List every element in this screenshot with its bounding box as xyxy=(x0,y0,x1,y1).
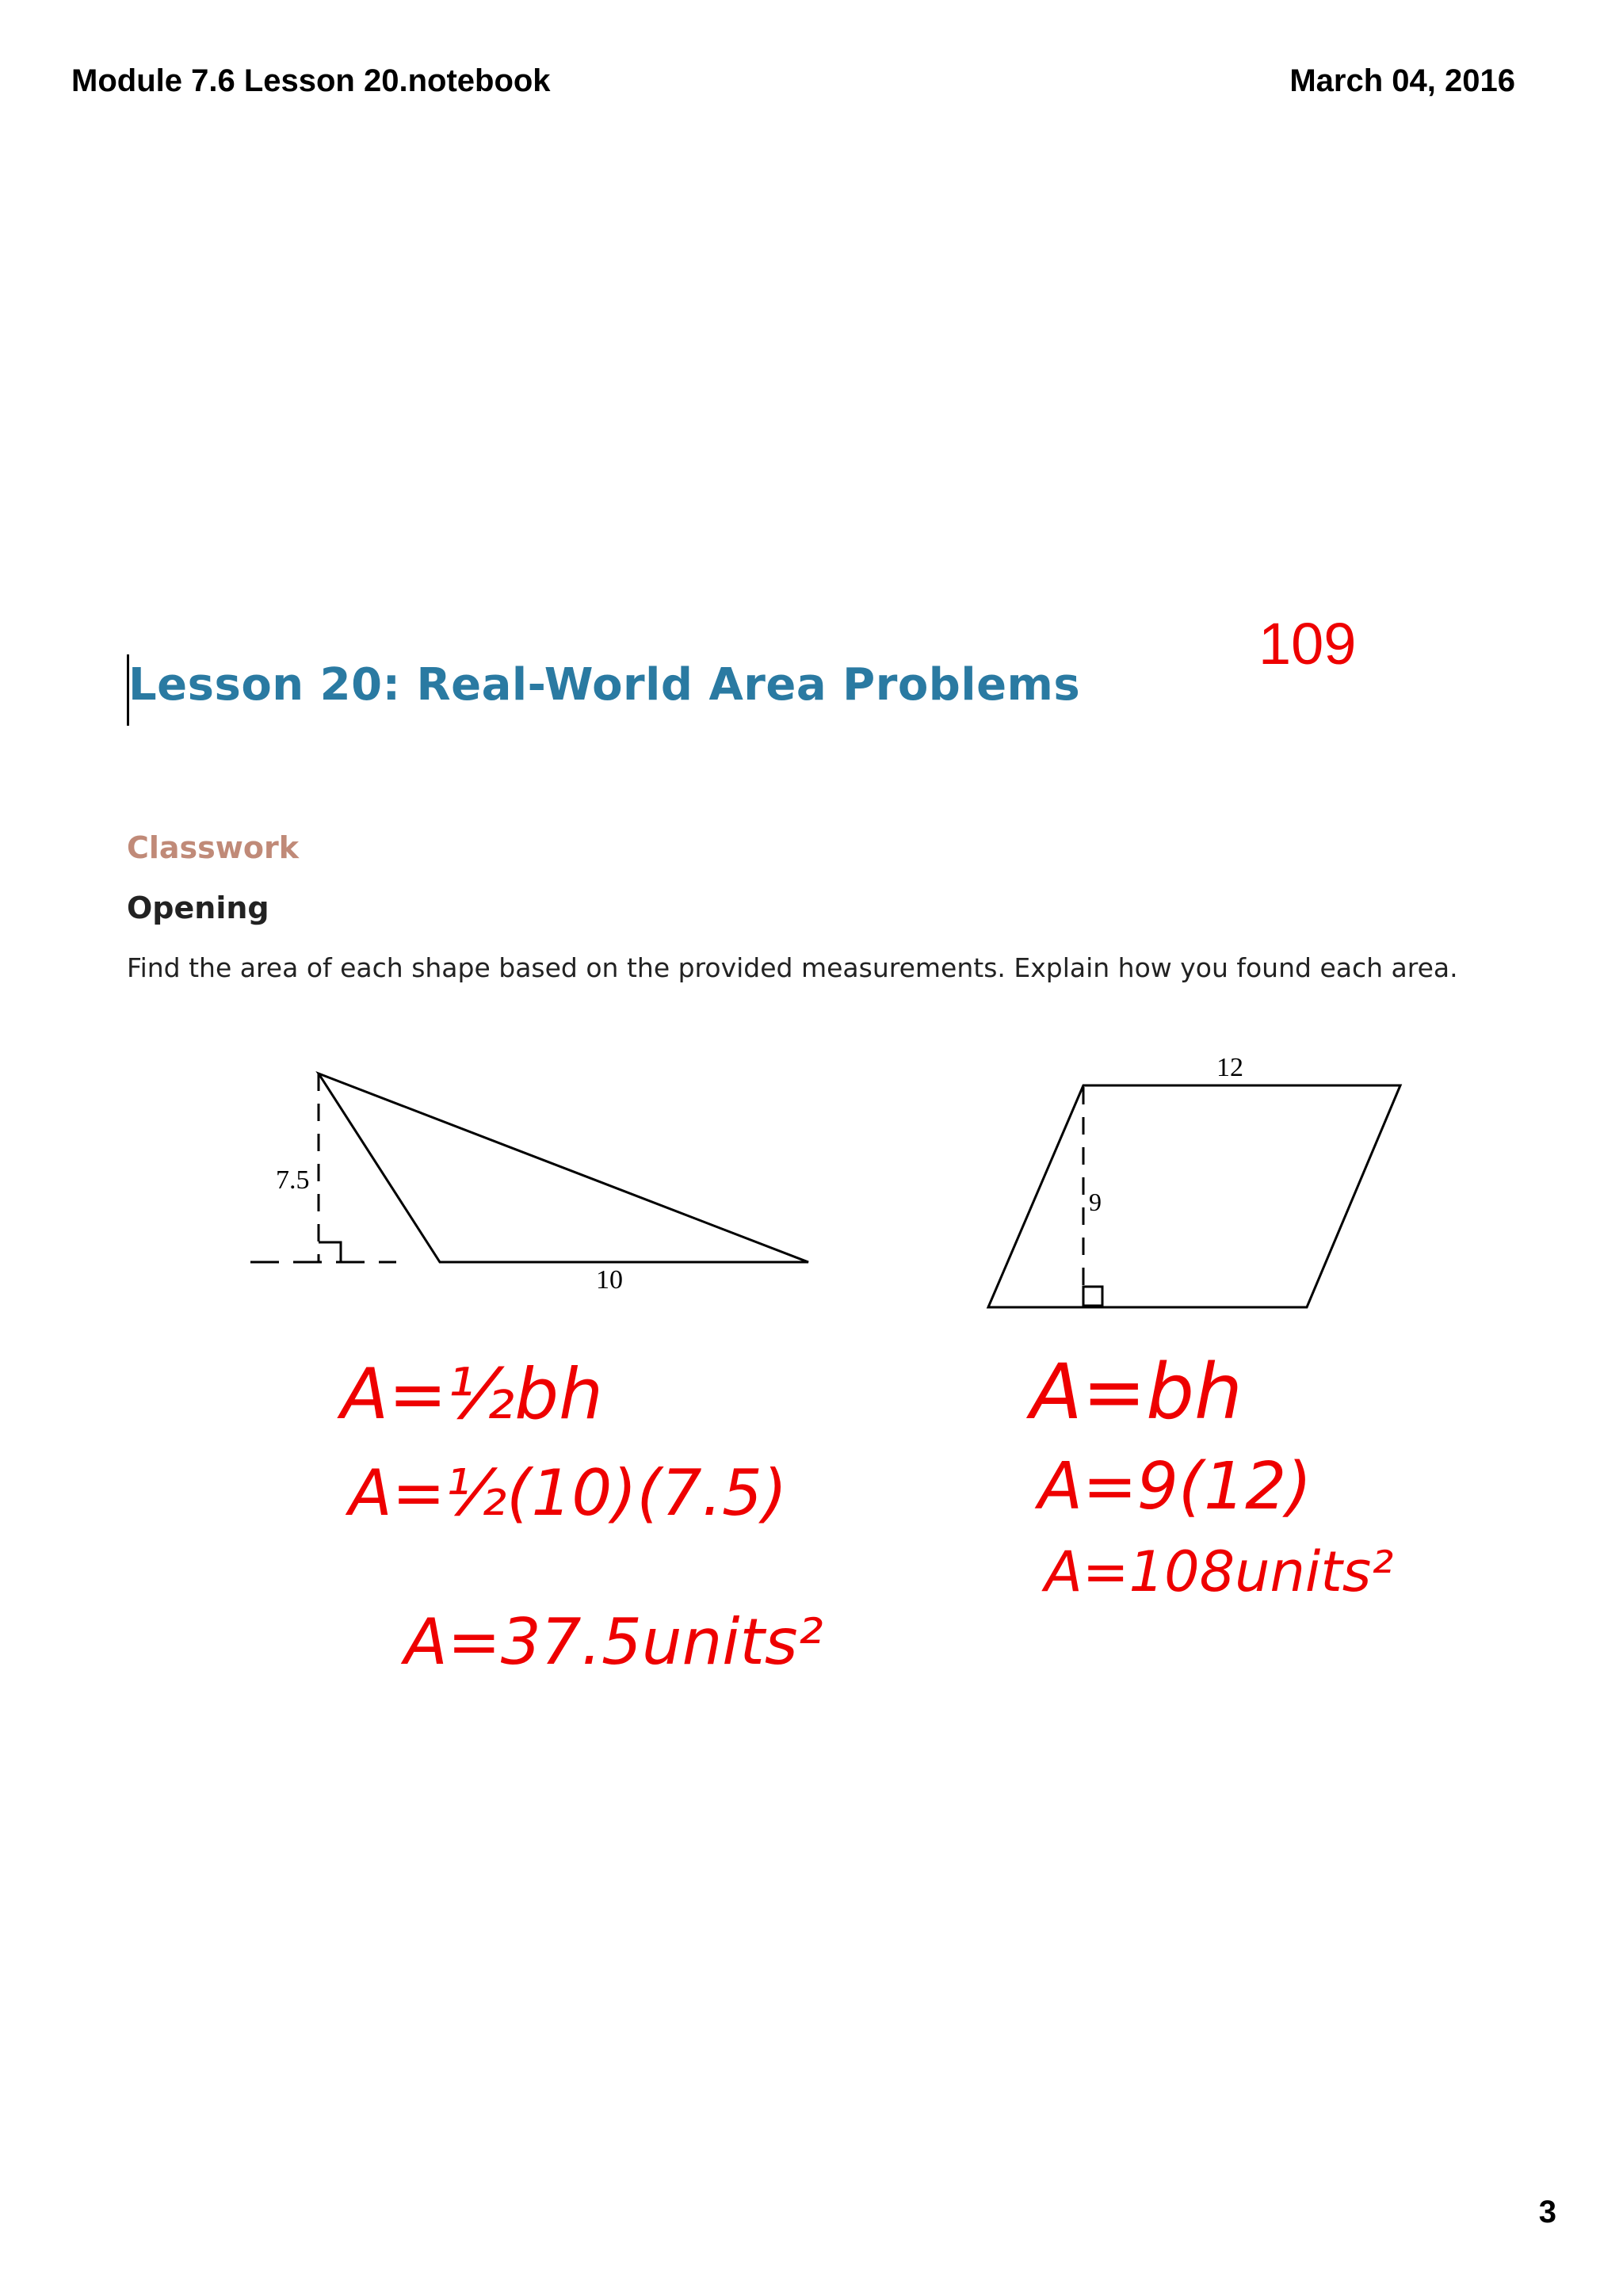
page-number: 3 xyxy=(1538,2195,1556,2229)
parallelogram-work-line-1: A=bh xyxy=(1030,1348,1243,1436)
notebook-title: Module 7.6 Lesson 20.notebook xyxy=(71,63,551,98)
notebook-date: March 04, 2016 xyxy=(1289,63,1515,98)
triangle-figure xyxy=(250,1074,808,1262)
triangle-work-line-2: A=½(10)(7.5) xyxy=(349,1456,788,1530)
parallelogram-work-line-2: A=9(12) xyxy=(1038,1449,1312,1524)
triangle-shape xyxy=(319,1074,808,1262)
triangle-right-angle-mark xyxy=(319,1242,341,1262)
triangle-work-line-3: A=37.5units² xyxy=(404,1605,823,1679)
instructions-text: Find the area of each shape based on the provided measurements. Explain how you found each area. xyxy=(127,952,1458,983)
parallelogram-right-angle-mark xyxy=(1083,1287,1102,1306)
handwritten-page-reference: 109 xyxy=(1258,611,1357,677)
triangle-base-label: 10 xyxy=(596,1265,623,1295)
parallelogram-shape xyxy=(988,1085,1400,1307)
parallelogram-work-line-3: A=108units² xyxy=(1044,1539,1394,1604)
triangle-height-label: 7.5 xyxy=(276,1165,310,1195)
parallelogram-figure xyxy=(988,1085,1400,1307)
subsection-heading-opening: Opening xyxy=(127,891,269,925)
parallelogram-base-label: 12 xyxy=(1216,1053,1243,1082)
section-heading-classwork: Classwork xyxy=(127,830,300,865)
triangle-work-line-1: A=½bh xyxy=(341,1353,603,1435)
lesson-title: Lesson 20: Real-World Area Problems xyxy=(128,659,1081,711)
parallelogram-height-label: 9 xyxy=(1089,1188,1102,1216)
